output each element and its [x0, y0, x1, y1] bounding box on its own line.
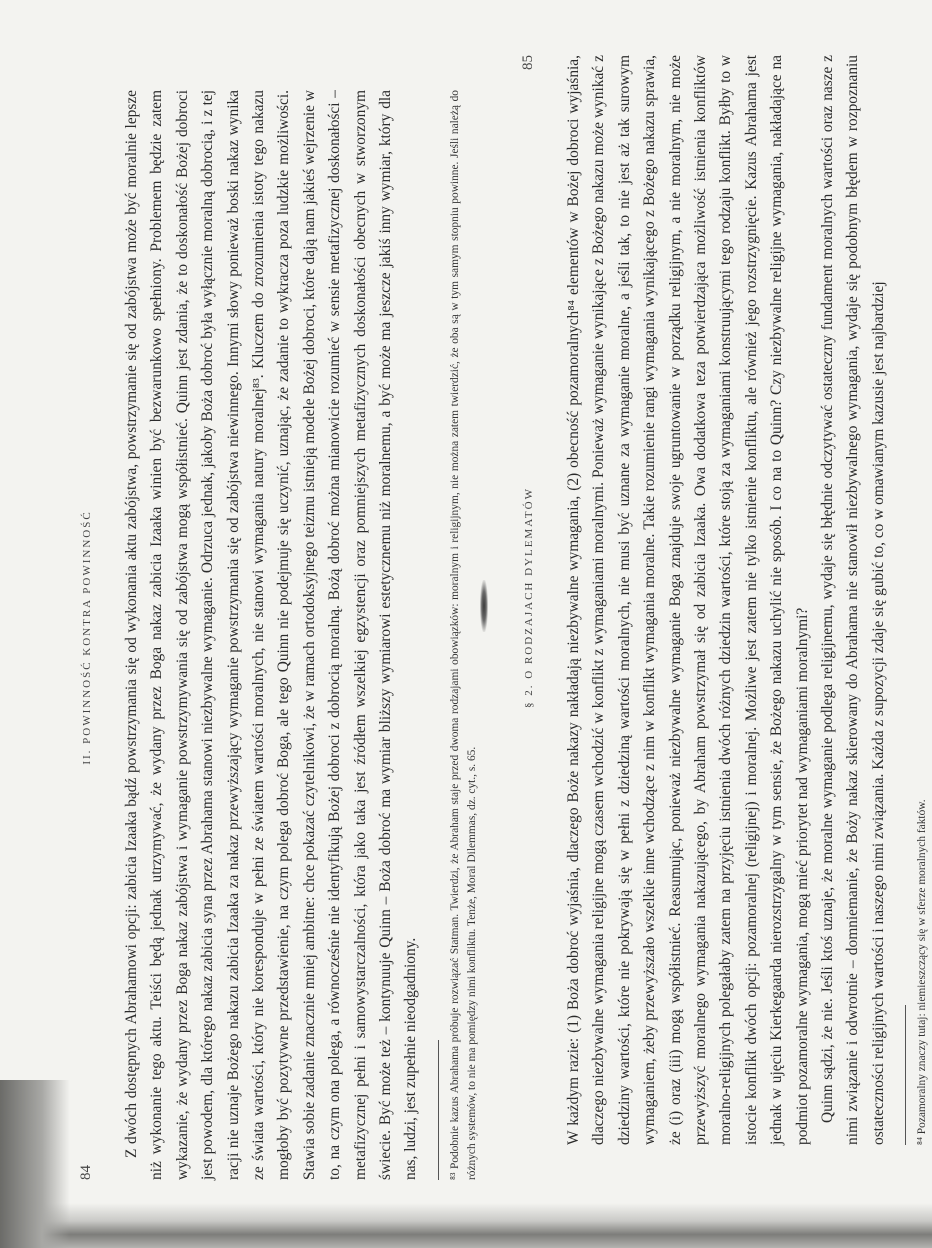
- gutter-mark: [480, 580, 488, 632]
- left-paragraph-1: Z dwóch dostępnych Abrahamowi opcji: zabicia Izaaka bądź powstrzymania się od wykonania aktu zabójstwa, powstrzymanie się od zabójstwa może być moralnie lepsze niż wykonanie tego aktu. Teiści będą jednak utrzymywać, że wydany przez Boga nakaz zabicia Izaaka winien być bezwarunkowo spełniony. Problemem będzie zatem wykazanie, że wydany przez Boga nakaz zabójstwa i wymaganie powstrzymywania się od zabójstwa mogą współistnieć. Quinn jest zdania, że to doskonałość Bożej dobroci jest powodem, dla którego nakaz zabicia syna przez Abrahama stanowi niezbywalne wymaganie. Odrzuca jednak, jakoby Boża dobroć była wyłącznie moralną dobrocią, i z tej racji nie uznaje Bożego nakazu zabicia Izaaka za nakaz przewyższający wymaganie powstrzymania się od zabójstwa niewinnego. Innymi słowy ponieważ boski nakaz wynika ze świata wartości, który nie koresponduje w pełni ze światem wartości moralnych, nie stanowi wymagania natury moralnej⁸³. Kluczem do zrozumienia istoty tego nakazu mogłoby być pozytywne przedstawienie, na czym polega dobroć Boga, ale tego Quinn nie podejmuje się uczynić, uznając, że zadanie to wykracza poza ludzkie możliwości. Stawia sobie zadanie znacznie mniej ambitne: chce pokazać czytelnikowi, że w ramach ortodoksyjnego teizmu istnieją modele Bożej dobroci, które dają nam jakieś wejrzenie w to, na czym ona polega, a równocześnie nie identyfikują Bożej dobroci z dobrocią moralną. Bożą dobroć można mianowicie rozumieć w sensie metafizycznej doskonałości – metafizycznej pełni i samowystarczalności, która jako taka jest źródłem wszelkiej egzystencji oraz pomniejszych metafizycznych doskonałości obecnych w stworzonym świecie. Być może też – kontynuuje Quinn – Boża dobroć ma wymiar bliższy wymiarowi estetycznemu niż moralnemu, a być może ma jeszcze jakiś inny wymiar, który dla nas, ludzi, jest zupełnie nieodgadniony.: [123, 90, 420, 1180]
- right-page: [520, 55, 929, 1145]
- footnote-rule: [438, 1040, 439, 1180]
- footnote-84: ⁸⁴ Pozamoralny znaczy tutaj: niemieszczący się w sferze moralnych faktów.: [916, 799, 929, 1145]
- left-running-title: II. POWINNOŚĆ KONTRA POWINNOŚĆ: [81, 510, 93, 765]
- left-page-number: 84: [78, 1165, 94, 1180]
- right-page-number: 85: [520, 55, 536, 70]
- left-running-head: [78, 90, 95, 1180]
- book-binding-shadow: [0, 1203, 932, 1248]
- footnote-rule: [905, 1005, 906, 1145]
- left-body: [119, 90, 424, 1180]
- right-body: [561, 55, 891, 1145]
- right-paragraph-1: W każdym razie: (1) Boża dobroć wyjaśnia, dlaczego Boże nakazy nakładają niezbywalne wymagania, (2) obecność pozamoralnych⁸⁴ elementów w Bożej dobroci wyjaśnia, dlaczego niezbywalne wymagania religijne mogą czasem wchodzić w konflikt z wymaganiami moralnymi. Ponieważ wymaganie wynikające z Bożego nakazu może wynikać z dziedziny wartości, które nie pokrywają się w pełni z dziedziną wartości moralnych, nie musi być uznane za wymaganie moralne, a jeśli tak, to nie jest aż tak surowym wymaganiem, żeby przewyższało wszelkie inne wchodzące z nim w konflikt wymagania moralne. Takie rozumienie rangi wymagania wynikającego z Bożego nakazu sprawia, że (i) oraz (iii) mogą współistnieć. Reasumując, ponieważ niezbywalne wymaganie Boga znajduje swoje ugruntowanie w porządku religijnym, a nie moralnym, nie może przewyższyć moralnego wymagania nakazującego, by Abraham powstrzymał się od zabicia Izaaka. Owa dodatkowa teza potwierdzająca możliwość istnienia konfliktów moralno-religijnych polegałaby zatem na przyjęciu istnienia dwóch różnych dziedzin wartości, które stoją za wymaganiami konstruującymi tego rodzaju konflikt. Byłby to w istocie konflikt dwóch opcji: pozamoralnej (religijnej) i moralnej. Możliwe jest zatem nie tylko istnienie konfliktu, ale również jego rozstrzygnięcie. Kazus Abrahama jest jednak w ujęciu Kierkegaarda nierozstrzygalny w tym sensie, że Bożego nakazu uchylić nie sposób. I co na to Quinn? Czy niezbywalne religijne wymagania, nakładające na podmiot pozamoralne wymagania, mogą mieć priorytet nad wymaganiami moralnymi?: [565, 55, 811, 1145]
- binding-edge-shadow: [0, 1080, 70, 1248]
- right-running-head: [520, 55, 537, 1145]
- footnote-83: ⁸³ Podobnie kazus Abrahama próbuje rozwiązać Statman. Twierdzi, że Abraham staje przed dwoma rodzajami obowiązków: moralnym i religijnym, nie można zatem twierdzić, że oba są w tym samym stopniu powinne. Jeśli należą do różnych systemów, to nie ma pomiędzy nimi konfliktu. Tenże, Moral Dilemmas, dz. cyt., s. 65.: [448, 90, 478, 1180]
- left-page: [78, 90, 478, 1180]
- right-paragraph-2: Quinn sądzi, że nie. Jeśli ktoś uznaje, że moralne wymaganie podlega religijnemu, wydaje się błędnie odczytywać ostateczny fundament moralnych wartości oraz nasze z nimi związanie i odwrotnie – domniemanie, że Boży nakaz skierowany do Abrahama nie stanowił niezbywalnego wymagania, wydaje się podobnym błędem w rozpoznaniu ostateczności religijnych wartości i naszego nimi związania. Każda z supozycji zdaje się gubić to, co w omawianym kazusie jest najbardziej: [819, 55, 887, 1145]
- right-running-title: § 2. O RODZAJACH DYLEMATÓW: [523, 487, 535, 708]
